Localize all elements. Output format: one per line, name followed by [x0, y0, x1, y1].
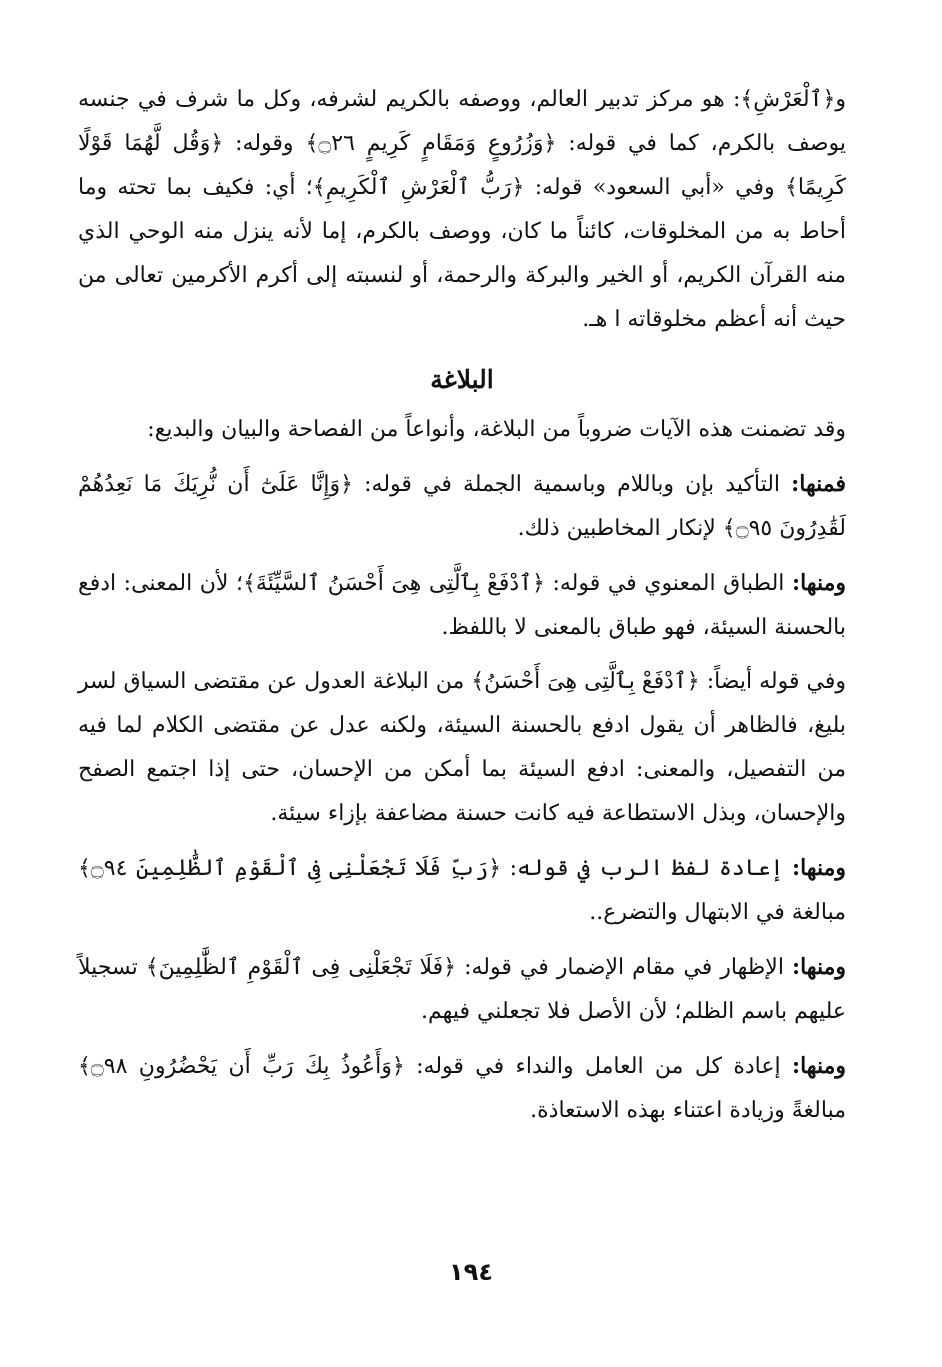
item-lead: ومنها: [791, 1053, 846, 1079]
page-body [78, 78, 846, 1133]
item-text: إعادة كل من العامل والنداء في قوله: ﴿وَأَعُوذُ بِكَ رَبِّ أَن يَحْضُرُونِ ۝٩٨﴾ مبالغةً وزيادة اعتناء بهذه الاستعاذة. [78, 1054, 846, 1123]
rhetoric-item [78, 846, 846, 935]
item-text: الطباق المعنوي في قوله: ﴿ٱدْفَعْ بِٱلَّتِى هِىَ أَحْسَنُ ٱلسَّيِّئَةَ﴾؛ لأن المعنى: ادفع بالحسنة السيئة، فهو طباق بالمعنى لا باللفظ. [78, 571, 846, 640]
rhetoric-item [78, 462, 846, 551]
rhetoric-item [78, 561, 846, 650]
item-lead: ومنها: [791, 570, 846, 596]
item-lead: ومنها: [791, 855, 846, 881]
item-text: الإظهار في مقام الإضمار في قوله: ﴿فَلَا تَجْعَلْنِى فِى ٱلْقَوْمِ ٱلظَّٰلِمِينَ﴾ تسجيلاً عليهم باسم الظلم؛ لأن الأصل فلا تجعلني فيهم. [78, 955, 846, 1024]
item-lead: فمنها: [791, 471, 846, 497]
rhetoric-item [78, 1044, 846, 1133]
item-text: التأكيد بإن وباللام وباسمية الجملة في قوله: ﴿وَإِنَّا عَلَىٰٓ أَن نُّرِيَكَ مَا نَعِدُهُمْ لَقَٰدِرُونَ ۝٩٥﴾ لإنكار المخاطبين ذلك. [78, 472, 846, 541]
section-heading: البلاغة [430, 365, 494, 394]
balagha-intro-paragraph: وقد تضمنت هذه الآيات ضروباً من البلاغة، وأنواعاً من الفصاحة والبيان والبديع: [147, 417, 846, 442]
item-text: إعادة لفظ الرب في قوله: ﴿رَبِّ فَلَا تَجْعَلْنِى فِى ٱلْقَوْمِ ٱلظَّٰلِمِينَ ۝٩٤﴾ مبالغة في الابتهال والتضرع.. [78, 856, 846, 925]
item-text: وفي قوله أيضاً: ﴿ٱدْفَعْ بِٱلَّتِى هِىَ أَحْسَنُ﴾ من البلاغة العدول عن مقتضى السياق لسر بليغ، فالظاهر أن يقول ادفع بالحسنة السيئة، ولكنه عدل عن مقتضى الكلام لما فيه من التفصيل، والمعنى: ادفع السيئة بما أمكن من الإحسان، حتى إذا اجتمع الصفح والإحسان، وبذل الاستطاعة فيه كانت حسنة مضاعفة بإزاء سيئة. [78, 669, 846, 826]
page-number: ١٩٤ [449, 1258, 493, 1286]
item-lead: ومنها: [791, 954, 846, 980]
rhetoric-item [78, 660, 846, 836]
intro-paragraph: و﴿ٱلْعَرْشِ﴾: هو مركز تدبير العالم، ووصفه بالكريم لشرفه، وكل ما شرف في جنسه يوصف بالكرم، كما في قوله: ﴿وَزُرُوعٍ وَمَقَامٍ كَرِيمٍ ۝٢٦﴾ وقوله: ﴿وَقُل لَّهُمَا قَوْلًا كَرِيمًا﴾ وفي «أبي السعود» قوله: ﴿رَبُّ ٱلْعَرْشِ ٱلْكَرِيمِ﴾؛ أي: فكيف بما تحته وما أحاط به من المخلوقات، كائناً ما كان، ووصف بالكرم، إما لأنه ينزل منه الوحي الذي منه القرآن الكريم، أو الخير والبركة والرحمة، أو لنسبته إلى أكرم الأكرمين تعالى من حيث أنه أعظم مخلوقاته ا هـ. [78, 87, 846, 332]
rhetoric-item [78, 945, 846, 1034]
